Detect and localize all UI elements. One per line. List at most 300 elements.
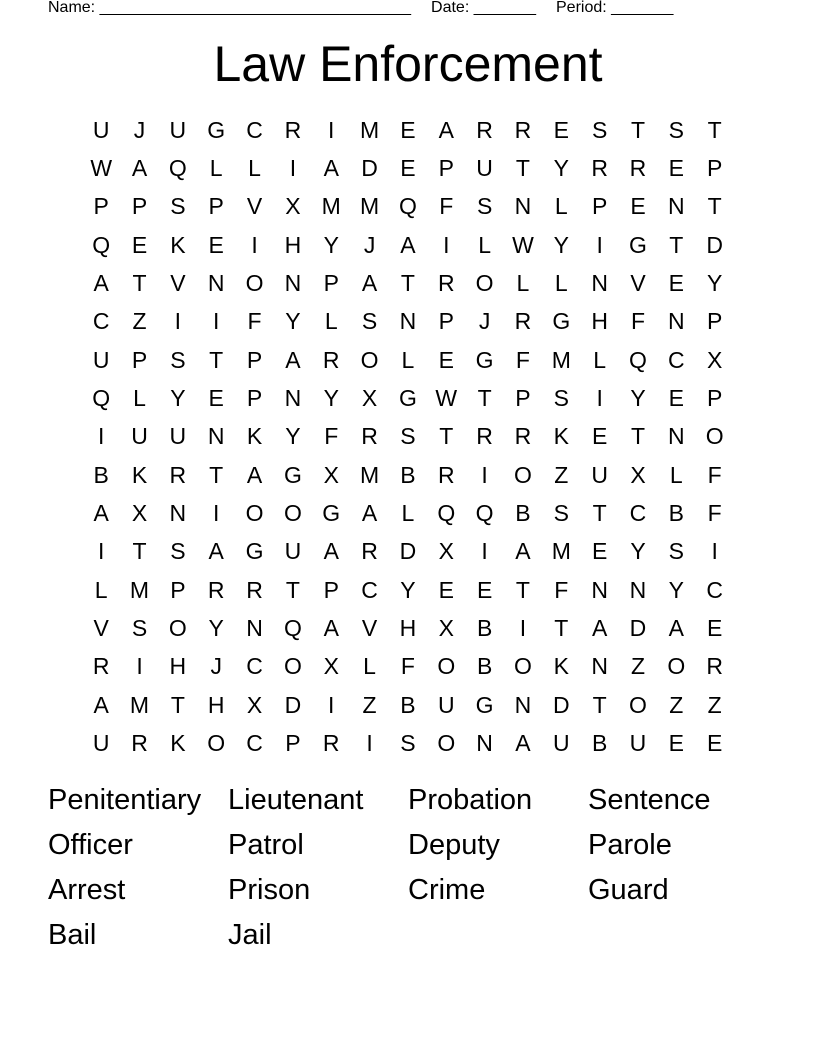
grid-letter: I <box>328 691 335 718</box>
word-list-item: Sentence <box>588 784 711 816</box>
grid-letter: B <box>400 691 416 718</box>
word-list-item: Crime <box>408 874 486 906</box>
grid-letter: G <box>398 385 417 412</box>
grid-letter: M <box>551 538 571 565</box>
word-list <box>48 778 768 958</box>
grid-letter: Z <box>630 653 646 680</box>
grid-letter: R <box>207 576 225 603</box>
grid-letter: C <box>668 346 685 373</box>
worksheet-header <box>48 0 673 18</box>
grid-letter: P <box>285 730 301 757</box>
grid-letter: N <box>668 193 685 220</box>
grid-letter: N <box>591 576 608 603</box>
grid-letter: I <box>97 538 105 565</box>
grid-letter: R <box>92 653 110 680</box>
grid-letter: X <box>438 538 454 565</box>
grid-letter: U <box>629 730 647 757</box>
grid-letter: K <box>170 730 186 757</box>
grid-letter: W <box>435 385 458 412</box>
grid-letter: F <box>324 423 339 450</box>
grid-letter: A <box>323 538 339 565</box>
grid-letter: R <box>169 461 187 488</box>
grid-letter: P <box>438 308 454 335</box>
grid-letter: B <box>400 461 416 488</box>
grid-letter: Y <box>553 155 569 182</box>
grid-letter: D <box>399 538 417 565</box>
grid-letter: C <box>246 730 263 757</box>
grid-letter: K <box>246 423 263 450</box>
grid-letter: M <box>359 193 380 220</box>
grid-letter: A <box>361 500 378 527</box>
grid-letter: P <box>707 155 723 182</box>
grid-letter: G <box>245 538 264 565</box>
grid-letter: T <box>630 116 646 143</box>
grid-letter: Q <box>92 231 111 258</box>
grid-letter: A <box>323 155 339 182</box>
grid-letter: A <box>93 270 109 297</box>
grid-letter: S <box>476 193 493 220</box>
grid-letter: H <box>591 308 608 335</box>
word-list-item: Prison <box>228 874 311 906</box>
grid-letter: N <box>476 730 493 757</box>
grid-letter: R <box>131 730 148 757</box>
word-list-item: Probation <box>408 784 533 816</box>
grid-letter: A <box>285 346 301 373</box>
grid-letter: P <box>591 193 608 220</box>
word-list-item: Deputy <box>408 829 500 861</box>
grid-letter: K <box>553 423 569 450</box>
grid-letter: Q <box>629 346 647 373</box>
grid-letter: U <box>131 423 148 450</box>
grid-letter: I <box>328 116 335 143</box>
grid-letter: U <box>437 691 455 718</box>
word-list-item: Penitentiary <box>48 784 202 816</box>
grid-letter: Y <box>285 308 301 335</box>
grid-letter: L <box>669 461 683 488</box>
grid-letter: N <box>399 308 417 335</box>
grid-letter: O <box>437 730 456 757</box>
grid-letter: R <box>706 653 723 680</box>
grid-letter: U <box>552 730 570 757</box>
grid-letter: E <box>707 730 723 757</box>
grid-letter: M <box>129 691 150 718</box>
grid-letter: M <box>321 193 341 220</box>
grid-letter: X <box>285 193 301 220</box>
grid-letter: Q <box>437 500 456 527</box>
grid-letter: Z <box>669 691 684 718</box>
grid-letter: G <box>629 231 647 258</box>
grid-letter: J <box>133 116 146 143</box>
grid-letter: C <box>246 116 263 143</box>
grid-letter: I <box>596 231 603 258</box>
grid-letter: E <box>438 576 454 603</box>
grid-letter: L <box>363 653 376 680</box>
grid-letter: I <box>443 231 450 258</box>
grid-letter: L <box>324 308 338 335</box>
grid-letter: N <box>591 270 608 297</box>
grid-letter: A <box>515 730 531 757</box>
grid-letter: O <box>360 346 379 373</box>
grid-letter: B <box>93 461 109 488</box>
grid-letter: R <box>322 346 340 373</box>
grid-letter: I <box>366 730 373 757</box>
grid-letter: F <box>439 193 454 220</box>
grid-letter: N <box>169 500 187 527</box>
grid-letter: H <box>207 691 225 718</box>
grid-letter: I <box>251 231 258 258</box>
grid-letter: K <box>553 653 569 680</box>
grid-letter: O <box>437 653 456 680</box>
grid-letter: R <box>514 308 532 335</box>
grid-letter: T <box>209 461 224 488</box>
grid-letter: Y <box>323 385 339 412</box>
grid-letter: L <box>401 346 415 373</box>
grid-letter: G <box>283 461 302 488</box>
grid-letter: R <box>361 423 378 450</box>
grid-letter: G <box>475 346 494 373</box>
grid-letter: F <box>630 308 646 335</box>
grid-letter: O <box>667 653 686 680</box>
grid-letter: L <box>478 231 491 258</box>
grid-letter: I <box>596 385 603 412</box>
grid-letter: P <box>438 155 454 182</box>
grid-letter: N <box>514 691 532 718</box>
grid-letter: Y <box>208 615 224 642</box>
grid-letter: I <box>136 653 143 680</box>
grid-letter: E <box>668 270 684 297</box>
date-field: Date: _______ <box>431 0 536 16</box>
grid-letter: Y <box>323 231 339 258</box>
grid-letter: U <box>476 155 493 182</box>
grid-letter: M <box>129 576 150 603</box>
grid-letter: N <box>629 576 647 603</box>
grid-letter: V <box>630 270 646 297</box>
grid-letter: C <box>706 576 723 603</box>
grid-letter: Q <box>283 615 302 642</box>
grid-letter: E <box>668 155 684 182</box>
grid-letter: A <box>93 691 109 718</box>
grid-letter: V <box>361 615 378 642</box>
grid-letter: P <box>515 385 531 412</box>
grid-letter: I <box>289 155 297 182</box>
grid-letter: D <box>706 231 723 258</box>
grid-letter: L <box>554 270 568 297</box>
grid-letter: D <box>552 691 570 718</box>
grid-letter: R <box>591 155 608 182</box>
grid-letter: N <box>591 653 608 680</box>
grid-letter: O <box>245 270 264 297</box>
grid-letter: L <box>209 155 223 182</box>
grid-letter: H <box>399 615 417 642</box>
grid-letter: A <box>246 461 263 488</box>
grid-letter: B <box>668 500 684 527</box>
grid-letter: D <box>629 615 647 642</box>
grid-letter: R <box>437 461 455 488</box>
grid-letter: N <box>246 615 263 642</box>
grid-letter: E <box>400 116 416 143</box>
grid-letter: U <box>92 116 110 143</box>
grid-letter: I <box>213 308 220 335</box>
grid-letter: J <box>210 653 222 680</box>
grid-letter: L <box>593 346 607 373</box>
grid-letter: F <box>707 461 722 488</box>
grid-letter: T <box>630 423 646 450</box>
grid-letter: T <box>285 576 300 603</box>
grid-letter: K <box>131 461 148 488</box>
grid-letter: U <box>169 116 187 143</box>
grid-letter: M <box>359 116 380 143</box>
grid-letter: T <box>132 270 147 297</box>
grid-letter: T <box>669 231 684 258</box>
grid-letter: G <box>207 116 226 143</box>
grid-letter: I <box>174 308 182 335</box>
grid-letter: H <box>169 653 187 680</box>
grid-letter: T <box>515 576 530 603</box>
grid-letter: T <box>132 538 147 565</box>
grid-letter: I <box>481 538 488 565</box>
grid-letter: V <box>170 270 186 297</box>
grid-letter: O <box>514 653 532 680</box>
grid-letter: O <box>475 270 494 297</box>
grid-letter: T <box>592 500 607 527</box>
grid-letter: C <box>361 576 378 603</box>
grid-letter: O <box>207 730 226 757</box>
grid-letter: R <box>629 155 647 182</box>
grid-letter: E <box>131 231 148 258</box>
grid-letter: R <box>476 116 493 143</box>
grid-letter: E <box>208 385 224 412</box>
grid-letter: S <box>170 346 186 373</box>
grid-letter: J <box>478 308 491 335</box>
grid-letter: O <box>629 691 647 718</box>
grid-letter: J <box>363 231 376 258</box>
grid-letter: D <box>361 155 378 182</box>
grid-letter: A <box>515 538 531 565</box>
grid-letter: P <box>707 385 723 412</box>
grid-letter: D <box>284 691 302 718</box>
grid-letter: T <box>170 691 185 718</box>
grid-letter: B <box>591 730 608 757</box>
grid-letter: A <box>323 615 339 642</box>
word-list-item: Officer <box>48 829 133 861</box>
grid-letter: T <box>554 615 569 642</box>
grid-letter: R <box>322 730 340 757</box>
grid-letter: E <box>476 576 493 603</box>
grid-letter: F <box>247 308 262 335</box>
grid-letter: R <box>361 538 378 565</box>
grid-letter: H <box>284 231 302 258</box>
grid-letter: S <box>361 308 378 335</box>
grid-letter: C <box>92 308 110 335</box>
grid-letter: F <box>400 653 415 680</box>
grid-letter: U <box>169 423 187 450</box>
grid-letter: A <box>591 615 608 642</box>
word-list-item: Parole <box>588 829 672 861</box>
grid-letter: G <box>322 500 341 527</box>
grid-letter: P <box>707 308 723 335</box>
grid-letter: F <box>707 500 722 527</box>
grid-letter: R <box>437 270 455 297</box>
grid-letter: G <box>475 691 494 718</box>
grid-letter: Y <box>553 231 569 258</box>
grid-letter: A <box>361 270 378 297</box>
grid-letter: P <box>131 346 148 373</box>
grid-letter: O <box>514 461 532 488</box>
grid-letter: C <box>629 500 647 527</box>
grid-letter: P <box>323 270 339 297</box>
grid-letter: O <box>283 653 302 680</box>
grid-letter: P <box>93 193 109 220</box>
grid-letter: Z <box>132 308 147 335</box>
grid-letter: U <box>92 346 110 373</box>
name-field: Name: ___________________________________ <box>48 0 412 16</box>
grid-letter: I <box>519 615 527 642</box>
word-list-item: Jail <box>228 919 272 951</box>
grid-letter: E <box>400 155 416 182</box>
grid-letter: R <box>284 116 302 143</box>
grid-letter: E <box>668 385 684 412</box>
grid-letter: Q <box>92 385 111 412</box>
grid-letter: U <box>92 730 110 757</box>
grid-letter: O <box>168 615 187 642</box>
grid-letter: X <box>438 615 454 642</box>
grid-letter: S <box>170 193 186 220</box>
grid-letter: R <box>246 576 263 603</box>
grid-letter: B <box>476 615 493 642</box>
grid-letter: Y <box>400 576 416 603</box>
grid-letter: R <box>476 423 493 450</box>
grid-letter: E <box>707 615 723 642</box>
grid-letter: I <box>97 423 105 450</box>
page-title: Law Enforcement <box>213 36 603 92</box>
grid-letter: Y <box>170 385 186 412</box>
grid-letter: O <box>705 423 724 450</box>
grid-letter: B <box>476 653 493 680</box>
grid-letter: S <box>591 116 608 143</box>
grid-letter: Q <box>398 193 417 220</box>
grid-letter: U <box>591 461 608 488</box>
grid-letter: T <box>592 691 607 718</box>
grid-letter: O <box>283 500 302 527</box>
grid-letter: P <box>323 576 339 603</box>
grid-letter: Y <box>707 270 723 297</box>
grid-letter: X <box>323 461 339 488</box>
grid-letter: E <box>438 346 454 373</box>
grid-letter: S <box>668 538 684 565</box>
grid-letter: S <box>131 615 148 642</box>
grid-letter: Z <box>362 691 377 718</box>
grid-letter: P <box>246 346 263 373</box>
grid-letter: S <box>170 538 186 565</box>
grid-letter: N <box>514 193 532 220</box>
grid-letter: Y <box>668 576 684 603</box>
grid-letter: I <box>481 461 488 488</box>
grid-letter: Z <box>707 691 722 718</box>
grid-letter: N <box>207 270 225 297</box>
word-list-item: Patrol <box>228 829 304 861</box>
grid-letter: S <box>553 385 569 412</box>
grid-letter: I <box>213 500 220 527</box>
grid-letter: I <box>711 538 718 565</box>
grid-letter: Z <box>554 461 569 488</box>
grid-letter: M <box>359 461 380 488</box>
grid-letter: L <box>516 270 530 297</box>
grid-letter: V <box>246 193 263 220</box>
grid-letter: E <box>208 231 224 258</box>
grid-letter: A <box>400 231 416 258</box>
grid-letter: Y <box>630 385 646 412</box>
grid-letter: P <box>208 193 224 220</box>
grid-letter: N <box>284 270 302 297</box>
grid-letter: K <box>170 231 186 258</box>
grid-letter: T <box>477 385 492 412</box>
grid-letter: X <box>361 385 378 412</box>
grid-letter: X <box>131 500 148 527</box>
grid-letter: P <box>131 193 148 220</box>
grid-letter: X <box>630 461 646 488</box>
grid-letter: N <box>284 385 302 412</box>
grid-letter: L <box>401 500 415 527</box>
word-list-item: Arrest <box>48 874 126 906</box>
grid-letter: M <box>551 346 571 373</box>
grid-letter: W <box>512 231 534 258</box>
grid-letter: W <box>90 155 113 182</box>
grid-letter: E <box>591 538 608 565</box>
grid-letter: T <box>707 116 722 143</box>
grid-letter: U <box>284 538 302 565</box>
grid-letter: A <box>208 538 224 565</box>
grid-letter: Y <box>285 423 301 450</box>
grid-letter: E <box>553 116 569 143</box>
grid-letter: Y <box>630 538 646 565</box>
grid-letter: F <box>554 576 569 603</box>
grid-letter: X <box>323 653 339 680</box>
grid-letter: F <box>515 346 530 373</box>
grid-letter: T <box>400 270 415 297</box>
grid-letter: V <box>93 615 109 642</box>
grid-letter: L <box>133 385 146 412</box>
grid-letter: A <box>668 615 684 642</box>
grid-letter: C <box>246 653 263 680</box>
word-list-item: Lieutenant <box>228 784 364 816</box>
grid-letter: E <box>591 423 608 450</box>
grid-letter: N <box>207 423 225 450</box>
grid-letter: N <box>668 423 685 450</box>
grid-letter: R <box>514 423 532 450</box>
grid-letter: L <box>554 193 568 220</box>
word-list-item: Bail <box>48 919 97 951</box>
letter-grid <box>82 111 734 763</box>
grid-letter: S <box>668 116 684 143</box>
grid-letter: L <box>248 155 261 182</box>
grid-letter: T <box>209 346 224 373</box>
grid-letter: N <box>668 308 685 335</box>
grid-letter: Q <box>475 500 494 527</box>
grid-letter: P <box>170 576 186 603</box>
grid-letter: X <box>246 691 263 718</box>
grid-letter: S <box>553 500 569 527</box>
grid-letter: L <box>94 576 108 603</box>
grid-letter: R <box>514 116 532 143</box>
grid-letter: A <box>438 116 454 143</box>
grid-letter: S <box>400 730 416 757</box>
grid-letter: A <box>93 500 109 527</box>
grid-letter: Q <box>168 155 187 182</box>
grid-letter: E <box>668 730 684 757</box>
grid-letter: B <box>515 500 531 527</box>
grid-letter: O <box>245 500 264 527</box>
grid-letter: S <box>400 423 416 450</box>
